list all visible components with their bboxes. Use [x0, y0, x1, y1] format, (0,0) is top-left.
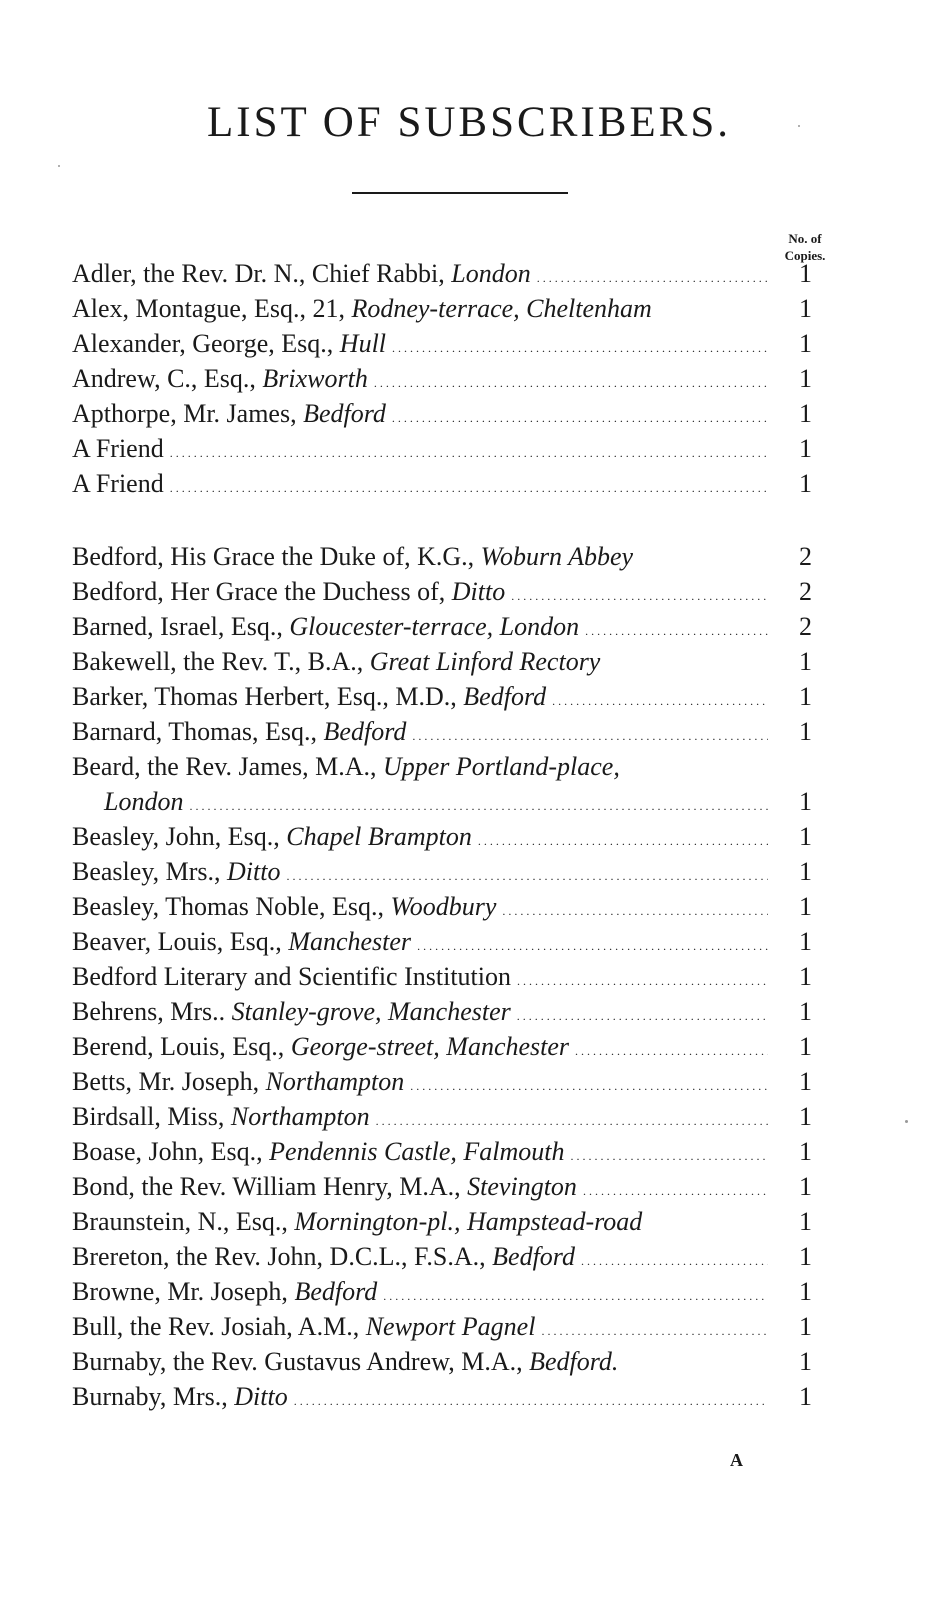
list-item: [72, 1029, 812, 1064]
dot-leader: [546, 679, 768, 719]
dot-leader: [575, 1239, 768, 1279]
copies-count: 1: [799, 647, 812, 676]
subscriber-entry: [72, 714, 406, 749]
column-header-line-2: Copies.: [784, 248, 826, 263]
copies-count: 1: [799, 434, 812, 463]
dot-leader: [496, 889, 768, 929]
subscriber-place: Bedford.: [529, 1347, 619, 1376]
dot-leader: [577, 1169, 768, 1209]
subscriber-name: Birdsall, Miss,: [72, 1102, 231, 1131]
subscriber-place: Bedford: [463, 682, 547, 711]
subscriber-name: Alexander, George, Esq.,: [72, 329, 340, 358]
copies-count: 1: [799, 927, 812, 956]
subscriber-place: Chapel Brampton: [286, 822, 472, 851]
list-item: [72, 1099, 812, 1134]
subscriber-place: Bedford: [294, 1277, 378, 1306]
dot-leader: [164, 466, 768, 506]
list-item: [72, 1274, 812, 1309]
copies-count: 1: [799, 1277, 812, 1306]
copies-count: 1: [799, 1032, 812, 1061]
dot-leader: [505, 574, 768, 614]
list-item: [72, 396, 812, 431]
subscriber-entry: [72, 1274, 377, 1309]
copies-count: 1: [799, 364, 812, 393]
subscriber-place: Northampton: [265, 1067, 405, 1096]
subscriber-entry: [72, 466, 164, 501]
subscriber-name: Browne, Mr. Joseph,: [72, 1277, 295, 1306]
dot-leader: [511, 994, 768, 1034]
subscriber-name: Braunstein, N., Esq.,: [72, 1207, 295, 1236]
dot-leader: [411, 924, 768, 964]
list-item: [72, 994, 812, 1029]
list-item: [72, 924, 812, 959]
copies-count: 1: [799, 787, 812, 816]
copies-count: 1: [799, 1382, 812, 1411]
dot-leader: [511, 959, 768, 999]
copies-count: 1: [799, 892, 812, 921]
list-item: [72, 1134, 812, 1169]
subscriber-name: Burnaby, the Rev. Gustavus Andrew, M.A.,: [72, 1347, 530, 1376]
dot-leader: [368, 361, 768, 401]
dot-leader: [377, 1274, 768, 1314]
copies-count: 1: [799, 1242, 812, 1271]
list-item: [72, 1064, 812, 1099]
print-speck: [905, 1120, 908, 1123]
subscriber-entry: [72, 291, 652, 326]
subscriber-place: Pendennis Castle, Falmouth: [269, 1137, 565, 1166]
list-item: [72, 1344, 812, 1379]
subscriber-place: Northampton: [230, 1102, 370, 1131]
print-speck: [58, 165, 60, 167]
list-item: [72, 326, 812, 361]
subscriber-name: Brereton, the Rev. John, D.C.L., F.S.A.,: [72, 1242, 493, 1271]
subscriber-place: Upper Portland-place,: [382, 752, 620, 781]
subscriber-place: Newport Pagnel: [365, 1312, 536, 1341]
list-item: [72, 609, 812, 644]
subscriber-entry: [72, 396, 386, 431]
copies-count: 1: [799, 1347, 812, 1376]
subscriber-entry: [104, 784, 183, 819]
subscriber-entry: [72, 1029, 569, 1064]
subscriber-entry: [72, 1169, 577, 1204]
copies-count: 1: [799, 997, 812, 1026]
subscriber-entry: [72, 431, 164, 466]
list-item: [72, 714, 812, 749]
dot-leader: [280, 854, 768, 894]
list-item: [72, 1239, 812, 1274]
dot-leader: [569, 1029, 768, 1069]
subscriber-entry: [72, 749, 620, 784]
copies-count: 1: [799, 294, 812, 323]
subscriber-name: Bedford, His Grace the Duke of, K.G.,: [72, 542, 481, 571]
subscriber-place: Brixworth: [262, 364, 368, 393]
list-item: [72, 679, 812, 714]
subscriber-entry: [72, 609, 579, 644]
subscriber-entry: [72, 959, 511, 994]
subscriber-name: Barned, Israel, Esq.,: [72, 612, 290, 641]
subscriber-name: Alex, Montague, Esq., 21,: [72, 294, 352, 323]
subscriber-entry: [72, 889, 496, 924]
subscriber-name: Behrens, Mrs..: [72, 997, 232, 1026]
subscriber-name: Betts, Mr. Joseph,: [72, 1067, 266, 1096]
dot-leader: [472, 819, 768, 859]
subscriber-entry: [72, 994, 511, 1029]
subscriber-entry: [72, 1099, 370, 1134]
copies-count: 1: [799, 1067, 812, 1096]
copies-count: 1: [799, 399, 812, 428]
subscriber-name: Bedford, Her Grace the Duchess of,: [72, 577, 452, 606]
subscriber-entry: [72, 854, 280, 889]
subscriber-name: Adler, the Rev. Dr. N., Chief Rabbi,: [72, 259, 452, 288]
list-item: [72, 889, 812, 924]
subscriber-entry: [72, 256, 531, 291]
title-rule: [352, 192, 568, 194]
dot-leader: [386, 326, 768, 366]
subscriber-place: London: [451, 259, 531, 288]
subscriber-place: Bedford: [323, 717, 407, 746]
subscriber-entry: [72, 1344, 618, 1379]
subscriber-place: George-street, Manchester: [290, 1032, 570, 1061]
list-item: [72, 644, 812, 679]
print-speck: [798, 125, 800, 127]
subscriber-entry: [72, 574, 505, 609]
list-item: [72, 291, 812, 326]
list-item: [72, 256, 812, 291]
page-title: LIST OF SUBSCRIBERS.: [207, 99, 731, 146]
list-item: [72, 784, 812, 819]
subscriber-entry: [72, 1379, 288, 1414]
list-item: [72, 1169, 812, 1204]
subscriber-name: Andrew, C., Esq.,: [72, 364, 263, 393]
copies-count: 1: [799, 1137, 812, 1166]
copies-count: 1: [799, 469, 812, 498]
subscriber-name: Boase, John, Esq.,: [72, 1137, 270, 1166]
copies-count: 2: [799, 577, 812, 606]
signature-mark: A: [730, 1450, 743, 1470]
subscriber-entry: [72, 1204, 642, 1239]
subscriber-entry: [72, 1309, 535, 1344]
subscriber-name: Burnaby, Mrs.,: [72, 1382, 235, 1411]
dot-leader: [579, 609, 768, 649]
subscriber-name: Barnard, Thomas, Esq.,: [72, 717, 324, 746]
subscriber-name: Apthorpe, Mr. James,: [72, 399, 304, 428]
dot-leader: [535, 1309, 768, 1349]
subscriber-place: Manchester: [288, 927, 412, 956]
copies-count: 1: [799, 329, 812, 358]
subscriber-place: Rodney-terrace, Cheltenham: [351, 294, 652, 323]
list-item: [72, 819, 812, 854]
subscriber-place: Ditto: [451, 577, 506, 606]
copies-count: 1: [799, 962, 812, 991]
subscriber-name: Barker, Thomas Herbert, Esq., M.D.,: [72, 682, 464, 711]
subscriber-place: Great Linford Rectory: [369, 647, 601, 676]
subscriber-place: Woburn Abbey: [480, 542, 634, 571]
subscriber-name: Bedford Literary and Scientific Institution: [72, 962, 511, 991]
dot-leader: [288, 1379, 768, 1419]
dot-leader: [386, 396, 768, 436]
subscriber-entry: [72, 644, 600, 679]
subscriber-name: Beasley, Mrs.,: [72, 857, 228, 886]
copies-count: 1: [799, 857, 812, 886]
subscriber-name: Bond, the Rev. William Henry, M.A.,: [72, 1172, 468, 1201]
dot-leader: [370, 1099, 768, 1139]
copies-count: 2: [799, 542, 812, 571]
copies-count: 2: [799, 612, 812, 641]
dot-leader: [565, 1134, 768, 1174]
subscriber-entry: [72, 924, 411, 959]
list-item: [72, 959, 812, 994]
subscriber-entry: [72, 819, 472, 854]
subscriber-entry: [72, 1134, 565, 1169]
list-item: [72, 854, 812, 889]
dot-leader: [404, 1064, 768, 1104]
subscriber-entry: [72, 361, 368, 396]
copies-count: 1: [799, 1102, 812, 1131]
list-item: [72, 1204, 812, 1239]
subscriber-place: Ditto: [227, 857, 281, 886]
subscriber-place: Gloucester-terrace, London: [289, 612, 580, 641]
subscriber-entry: [72, 1064, 404, 1099]
subscriber-place: Mornington-pl., Hampstead-road: [294, 1207, 643, 1236]
subscriber-place: London: [104, 787, 184, 816]
subscriber-name: Beasley, Thomas Noble, Esq.,: [72, 892, 391, 921]
subscriber-name: A Friend: [72, 434, 164, 463]
column-header-line-1: No. of: [788, 231, 822, 246]
list-item: [72, 749, 812, 784]
list-item: [72, 539, 812, 574]
subscriber-name: Bull, the Rev. Josiah, A.M.,: [72, 1312, 366, 1341]
subscriber-name: Beasley, John, Esq.,: [72, 822, 287, 851]
copies-count: 1: [799, 1172, 812, 1201]
list-item: [72, 574, 812, 609]
list-item: [72, 1379, 812, 1414]
dot-leader: [164, 431, 768, 471]
subscriber-place: Bedford: [492, 1242, 575, 1271]
subscriber-name: Beard, the Rev. James, M.A.,: [72, 752, 383, 781]
subscriber-name: Beaver, Louis, Esq.,: [72, 927, 289, 956]
dot-leader: [406, 714, 768, 754]
subscriber-entry: [72, 679, 546, 714]
copies-count: 1: [799, 1312, 812, 1341]
subscriber-entry: [72, 326, 386, 361]
subscriber-list: [72, 256, 812, 1414]
list-item: [72, 1309, 812, 1344]
copies-count: 1: [799, 1207, 812, 1236]
subscriber-place: Woodbury: [390, 892, 497, 921]
subscriber-entry: [72, 1239, 575, 1274]
subscriber-place: Stevington: [467, 1172, 577, 1201]
subscriber-place: Stanley-grove, Manchester: [231, 997, 511, 1026]
copies-count: 1: [799, 259, 812, 288]
list-item: [72, 361, 812, 396]
dot-leader: [183, 784, 768, 824]
list-item: [72, 431, 812, 466]
subscriber-name: Berend, Louis, Esq.,: [72, 1032, 291, 1061]
subscriber-place: Bedford: [303, 399, 386, 428]
copies-count: 1: [799, 682, 812, 711]
subscriber-entry: [72, 539, 633, 574]
dot-leader: [531, 256, 768, 296]
subscriber-name: A Friend: [72, 469, 164, 498]
subscriber-place: Hull: [339, 329, 387, 358]
list-item: [72, 466, 812, 501]
subscriber-place: Ditto: [234, 1382, 288, 1411]
subscriber-name: Bakewell, the Rev. T., B.A.,: [72, 647, 370, 676]
copies-count: 1: [799, 822, 812, 851]
copies-count: 1: [799, 717, 812, 746]
